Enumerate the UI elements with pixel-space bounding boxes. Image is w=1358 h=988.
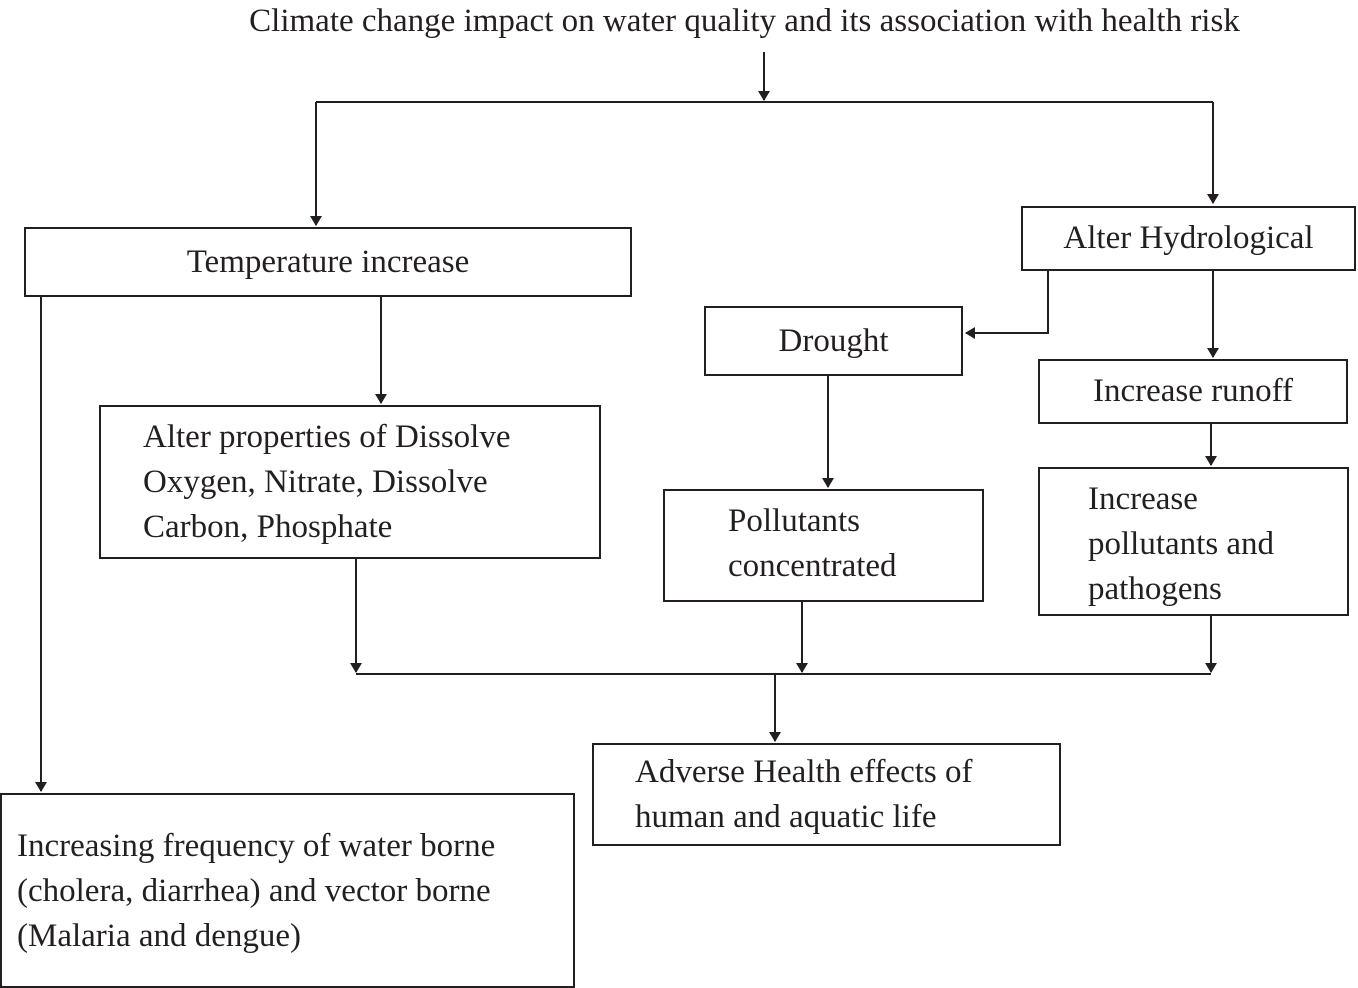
node-line: concentrated bbox=[728, 548, 897, 584]
node-line: Adverse Health effects of bbox=[635, 754, 973, 790]
node-waterborne-diseases bbox=[0, 793, 575, 988]
diagram-title: Climate change impact on water quality and its association with health risk bbox=[249, 3, 1240, 39]
node-line: Carbon, Phosphate bbox=[143, 509, 393, 545]
node-line: Pollutants bbox=[728, 503, 861, 539]
node-line: pollutants and bbox=[1088, 526, 1275, 562]
node-adverse-health-effects bbox=[592, 743, 1061, 846]
node-pollutants-concentrated bbox=[663, 489, 984, 602]
node-line: (cholera, diarrhea) and vector borne bbox=[17, 873, 491, 909]
node-line: (Malaria and dengue) bbox=[17, 918, 302, 954]
node-line: pathogens bbox=[1088, 571, 1222, 607]
node-drought bbox=[704, 306, 963, 376]
node-line: Oxygen, Nitrate, Dissolve bbox=[143, 464, 488, 500]
node-line: human and aquatic life bbox=[635, 799, 937, 835]
node-line: Increasing frequency of water borne bbox=[17, 828, 496, 864]
node-label: Drought bbox=[778, 322, 889, 359]
node-label: Increase runoff bbox=[1092, 373, 1294, 409]
node-alter-properties bbox=[99, 405, 601, 559]
node-temperature-increase bbox=[24, 227, 632, 297]
node-label: Alter Hydrological bbox=[1063, 220, 1314, 256]
node-label: Temperature increase bbox=[186, 243, 470, 280]
node-increase-runoff bbox=[1038, 359, 1348, 424]
arrow-hydrological-to-drought bbox=[966, 270, 1048, 333]
node-line: Alter properties of Dissolve bbox=[143, 419, 511, 455]
node-increase-pollutants-pathogens bbox=[1038, 467, 1349, 616]
node-alter-hydrological bbox=[1021, 206, 1356, 271]
node-line: Increase bbox=[1088, 481, 1198, 517]
